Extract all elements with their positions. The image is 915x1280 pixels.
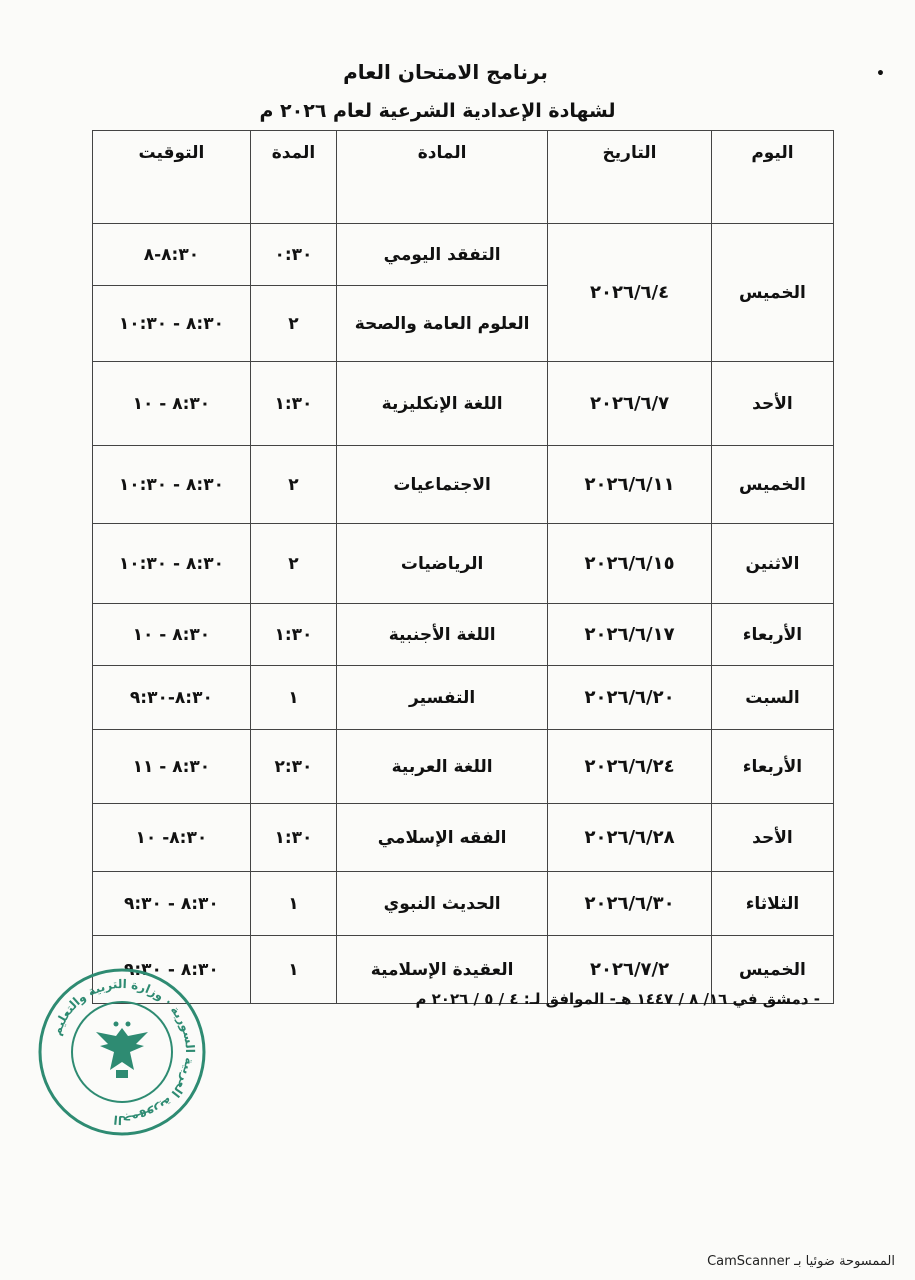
cell-date: ٢٠٢٦/٦/٤ bbox=[548, 224, 712, 362]
page-title: برنامج الامتحان العام bbox=[343, 60, 548, 84]
cell-duration: ١:٣٠ bbox=[250, 604, 336, 666]
cell-time: ٨:٣٠ - ٩:٣٠ bbox=[93, 872, 251, 936]
cell-day: الخميس bbox=[711, 224, 833, 362]
eagle-emblem-icon bbox=[96, 1022, 148, 1079]
cell-date: ٢٠٢٦/٧/٢ bbox=[548, 936, 712, 1004]
cell-date: ٢٠٢٦/٦/١٥ bbox=[548, 524, 712, 604]
cell-time: ٨:٣٠ - ١٠ bbox=[93, 362, 251, 446]
table-header-row bbox=[93, 131, 834, 224]
cell-duration: ٢ bbox=[250, 446, 336, 524]
ministry-seal-stamp bbox=[36, 966, 208, 1138]
header-duration: المدة bbox=[250, 131, 336, 224]
page-subtitle: لشهادة الإعدادية الشرعية لعام ٢٠٢٦ م bbox=[259, 100, 616, 122]
table-row bbox=[93, 804, 834, 872]
cell-duration: ١:٣٠ bbox=[250, 804, 336, 872]
cell-day: الاثنين bbox=[711, 524, 833, 604]
cell-time: ٨:٣٠ - ٩:٣٠ bbox=[93, 936, 251, 1004]
table-row bbox=[93, 362, 834, 446]
cell-subject: العلوم العامة والصحة bbox=[337, 286, 548, 362]
table-row bbox=[93, 604, 834, 666]
cell-time: ٨:٣٠ - ١٠:٣٠ bbox=[93, 446, 251, 524]
cell-day: الأربعاء bbox=[711, 730, 833, 804]
header-day: اليوم bbox=[711, 131, 833, 224]
cell-date: ٢٠٢٦/٦/١٧ bbox=[548, 604, 712, 666]
table-row bbox=[93, 524, 834, 604]
cell-date: ٢٠٢٦/٦/٢٨ bbox=[548, 804, 712, 872]
date-footer: - دمشق في ١٦/ ٨ / ١٤٤٧ هـ- الموافق لـ: ٤ / ٥ / ٢٠٢٦ م bbox=[415, 990, 820, 1008]
cell-day: الأربعاء bbox=[711, 604, 833, 666]
corner-mark: • bbox=[876, 66, 885, 82]
scanner-watermark: الممسوحة ضوئيا بـ CamScanner bbox=[707, 1254, 895, 1269]
cell-duration: ١:٣٠ bbox=[250, 362, 336, 446]
cell-subject: الاجتماعيات bbox=[337, 446, 548, 524]
table-row bbox=[93, 730, 834, 804]
cell-time: ٨:٣٠ - ١٠:٣٠ bbox=[93, 524, 251, 604]
cell-duration: ١ bbox=[250, 666, 336, 730]
cell-day: الأحد bbox=[711, 362, 833, 446]
cell-subject: اللغة الإنكليزية bbox=[337, 362, 548, 446]
cell-day: السبت bbox=[711, 666, 833, 730]
cell-subject: التفسير bbox=[337, 666, 548, 730]
cell-date: ٢٠٢٦/٦/٣٠ bbox=[548, 872, 712, 936]
cell-day: الأحد bbox=[711, 804, 833, 872]
cell-subject: الحديث النبوي bbox=[337, 872, 548, 936]
cell-duration: ٢ bbox=[250, 524, 336, 604]
cell-time: ٨:٣٠-٩:٣٠ bbox=[93, 666, 251, 730]
cell-duration: ١ bbox=[250, 936, 336, 1004]
cell-subject: اللغة العربية bbox=[337, 730, 548, 804]
cell-day: الخميس bbox=[711, 446, 833, 524]
cell-date: ٢٠٢٦/٦/٧ bbox=[548, 362, 712, 446]
cell-day: الخميس bbox=[711, 936, 833, 1004]
header-subject: المادة bbox=[337, 131, 548, 224]
cell-day: الثلاثاء bbox=[711, 872, 833, 936]
table-row bbox=[93, 224, 834, 286]
header-date: التاريخ bbox=[548, 131, 712, 224]
svg-text:الجمهورية العربية السورية · وز: الجمهورية العربية السورية · وزارة التربية والتعليم bbox=[49, 976, 198, 1128]
table-row bbox=[93, 446, 834, 524]
cell-time: ٨:٣٠ - ١١ bbox=[93, 730, 251, 804]
cell-date: ٢٠٢٦/٦/٢٠ bbox=[548, 666, 712, 730]
cell-subject: اللغة الأجنبية bbox=[337, 604, 548, 666]
cell-subject: العقيدة الإسلامية bbox=[337, 936, 548, 1004]
cell-subject: الرياضيات bbox=[337, 524, 548, 604]
cell-time: ٨:٣٠ - ١٠:٣٠ bbox=[93, 286, 251, 362]
cell-time: ٨:٣٠ - ١٠ bbox=[93, 604, 251, 666]
cell-duration: ١ bbox=[250, 872, 336, 936]
cell-date: ٢٠٢٦/٦/١١ bbox=[548, 446, 712, 524]
cell-subject: الفقه الإسلامي bbox=[337, 804, 548, 872]
header-time: التوقيت bbox=[93, 131, 251, 224]
cell-date: ٢٠٢٦/٦/٢٤ bbox=[548, 730, 712, 804]
cell-duration: ٠:٣٠ bbox=[250, 224, 336, 286]
cell-subject: التفقد اليومي bbox=[337, 224, 548, 286]
exam-schedule-table bbox=[92, 130, 834, 1004]
cell-time: ٨:٣٠- ١٠ bbox=[93, 804, 251, 872]
table-row bbox=[93, 666, 834, 730]
table-row bbox=[93, 872, 834, 936]
cell-duration: ٢:٣٠ bbox=[250, 730, 336, 804]
cell-time: ٨:٣٠-٨ bbox=[93, 224, 251, 286]
cell-duration: ٢ bbox=[250, 286, 336, 362]
